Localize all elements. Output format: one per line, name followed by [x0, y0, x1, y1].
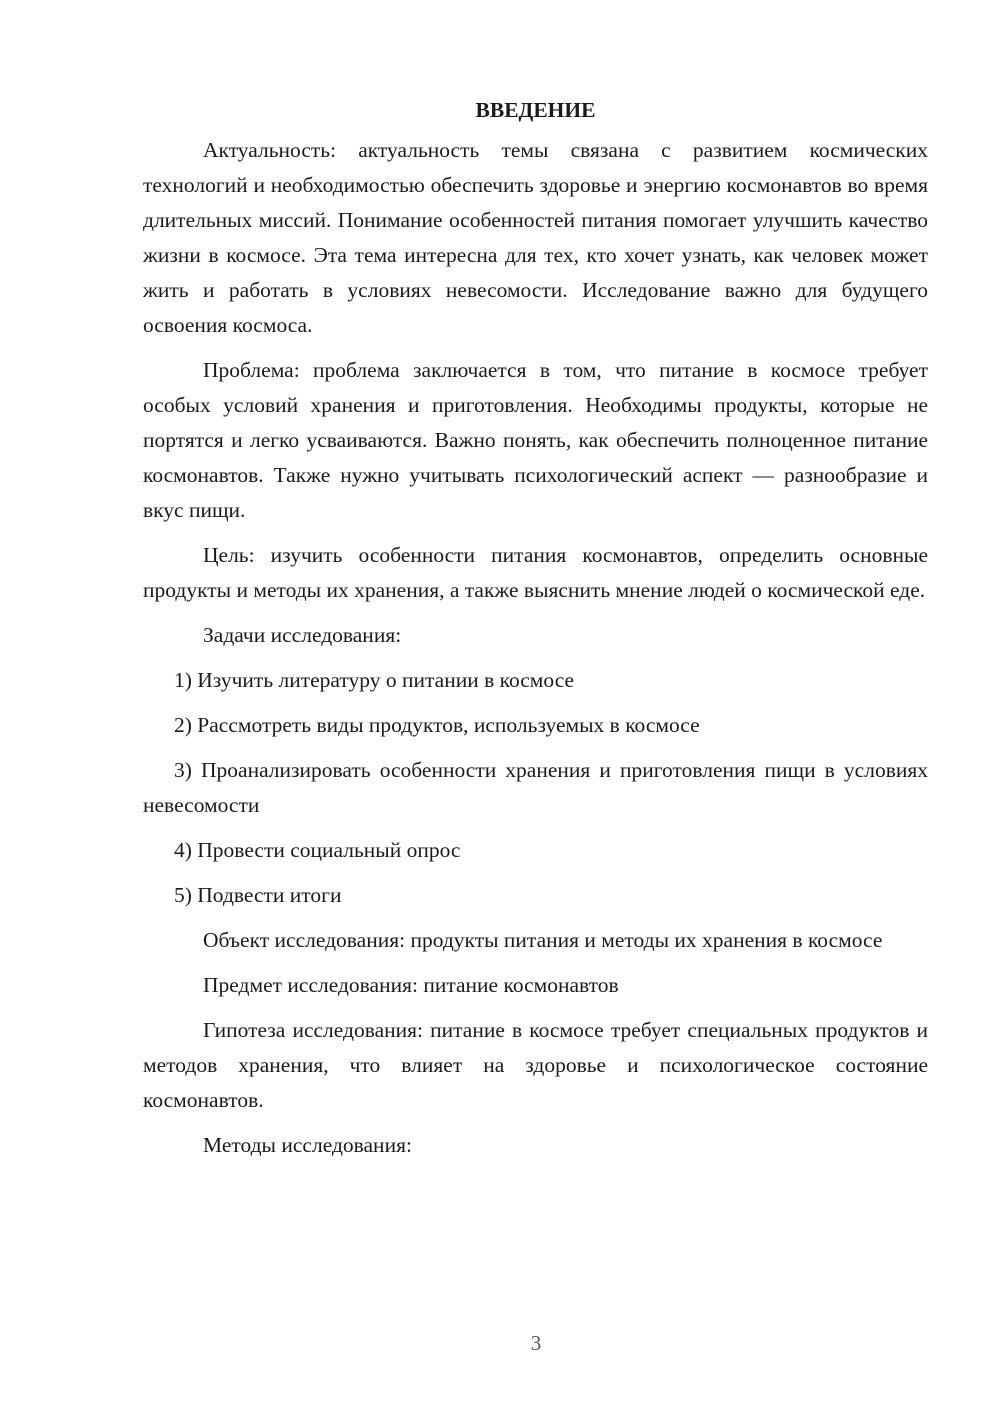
paragraph-object: Объект исследования: продукты питания и методы их хранения в космосе [203, 928, 883, 952]
paragraph-problem: Проблема: проблема заключается в том, что питание в космосе требует особых условий хранения и приготовления. Необходимы продукты, которые не портятся и легко усваиваются. Важно понять, как обеспечить полноценное питание космонавтов. Также нужно учитывать психологический аспект — разнообразие и вкус пищи. [143, 358, 928, 522]
section-title: ВВЕДЕНИЕ [475, 98, 596, 122]
list-item: 5) Подвести итоги [174, 883, 342, 907]
list-item: 4) Провести социальный опрос [174, 838, 461, 862]
paragraph-hypothesis: Гипотеза исследования: питание в космосе требует специальных продуктов и методов хранения, что влияет на здоровье и психологическое состояние космонавтов. [143, 1018, 928, 1112]
page-number: 3 [530, 1331, 542, 1355]
list-item: 3) Проанализировать особенности хранения и приготовления пищи в условиях невесомости [143, 758, 928, 817]
methods-heading: Методы исследования: [203, 1133, 412, 1157]
paragraph-subject: Предмет исследования: питание космонавтов [203, 973, 619, 997]
list-item: 2) Рассмотреть виды продуктов, используемых в космосе [174, 713, 700, 737]
paragraph-relevance: Актуальность: актуальность темы связана с развитием космических технологий и необходимостью обеспечить здоровье и энергию космонавтов во время длительных миссий. Понимание особенностей питания помогает улучшить качество жизни в космосе. Эта тема интересна для тех, кто хочет узнать, как человек может жить и работать в условиях невесомости. Исследование важно для будущего освоения космоса. [143, 138, 928, 337]
paragraph-goal: Цель: изучить особенности питания космонавтов, определить основные продукты и методы их хранения, а также выяснить мнение людей о космической еде. [143, 543, 928, 602]
list-item: 1) Изучить литературу о питании в космосе [174, 668, 575, 692]
tasks-heading: Задачи исследования: [203, 623, 402, 647]
document-page [143, 92, 928, 1173]
